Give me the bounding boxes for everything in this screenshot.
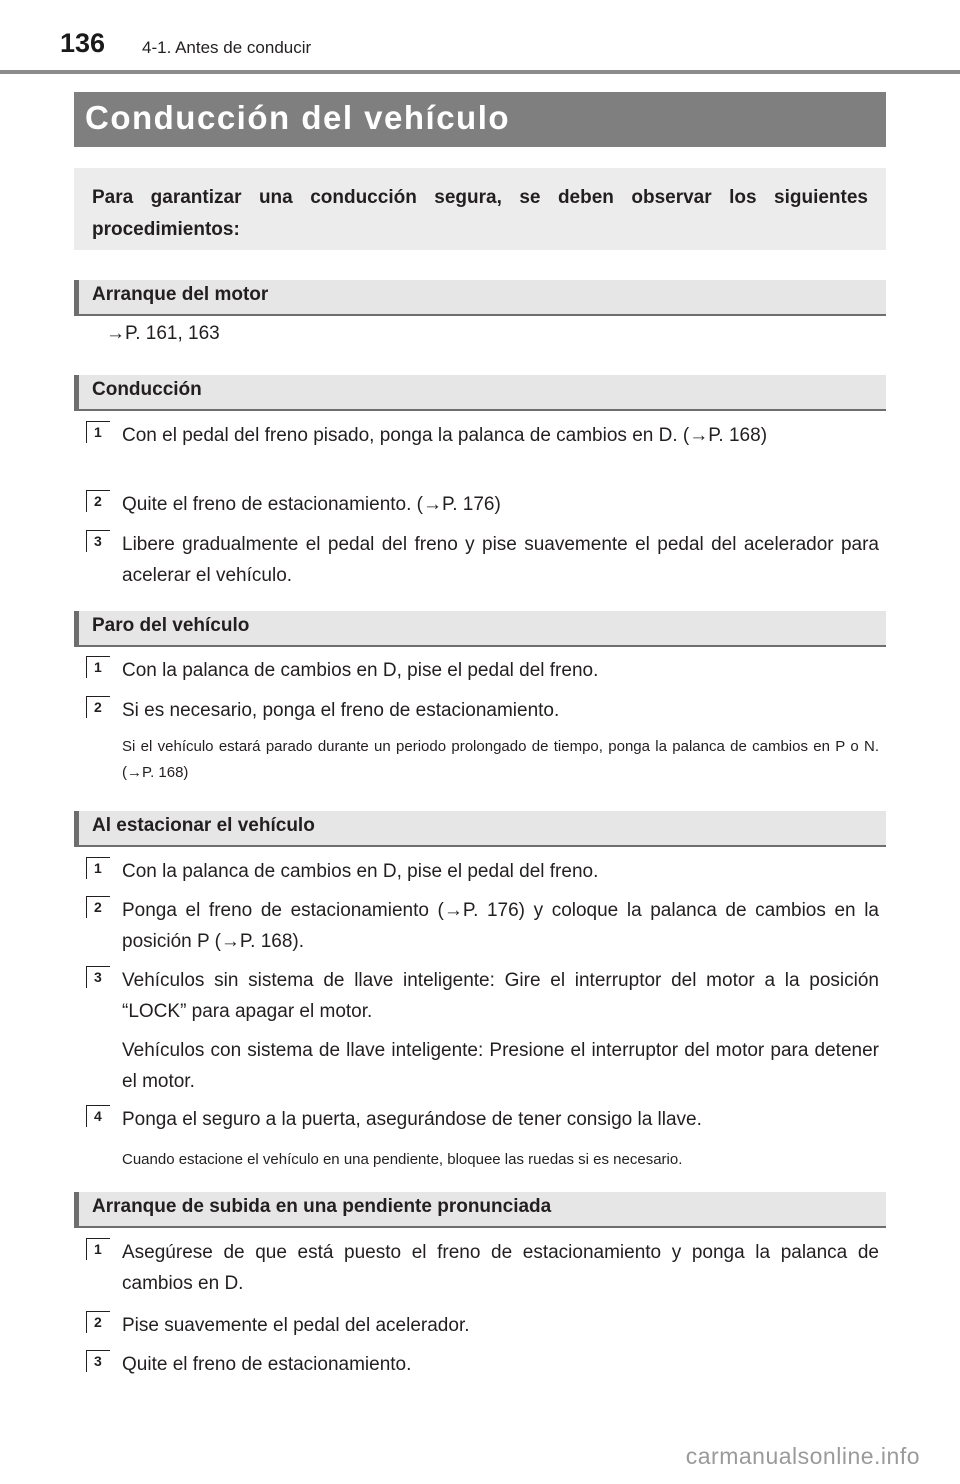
section-title: Conducción (92, 379, 202, 400)
step-number: 1 (86, 656, 110, 678)
step-text: Asegúrese de que está puesto el freno de estacionamiento y ponga la palanca de cambios en D. (122, 1242, 879, 1294)
watermark: carmanualsonline.info (685, 1443, 920, 1469)
step-number: 2 (86, 490, 110, 512)
section-title: Arranque de subida en una pendiente pronunciada (92, 1196, 552, 1217)
section-header-estacionar (74, 811, 886, 847)
note-text: Si el vehículo estará parado durante un periodo prolongado de tiempo, ponga la palanca de cambios en P o N. (→P. 168) (122, 738, 879, 781)
step-text: Quite el freno de estacionamiento. (→P. 176) (122, 494, 501, 515)
section-title: Paro del vehículo (92, 615, 250, 636)
step-text: Con la palanca de cambios en D, pise el pedal del freno. (122, 660, 599, 681)
step-number: 2 (86, 696, 110, 718)
step-text: Si es necesario, ponga el freno de estacionamiento. (122, 700, 560, 721)
page-number: 136 (60, 28, 106, 58)
page-reference: →P. 161, 163 (106, 323, 220, 344)
step-text: Ponga el freno de estacionamiento (→P. 176) y coloque la palanca de cambios en la posición P (→P. 168). (122, 900, 879, 952)
step-text: Vehículos con sistema de llave inteligente: Presione el interruptor del motor para detener el motor. (122, 1040, 879, 1092)
step-text: Con la palanca de cambios en D, pise el pedal del freno. (122, 861, 599, 882)
step-number: 3 (86, 530, 110, 552)
step-text: Quite el freno de estacionamiento. (122, 1354, 412, 1375)
step-text: Vehículos sin sistema de llave inteligente: Gire el interruptor del motor a la posición “LOCK” para apagar el motor. (122, 970, 879, 1022)
section-header-pendiente (74, 1192, 886, 1228)
section-header-arranque (74, 280, 886, 316)
step-text: Libere gradualmente el pedal del freno y pise suavemente el pedal del acelerador para acelerar el vehículo. (122, 534, 879, 586)
step-text: Con el pedal del freno pisado, ponga la palanca de cambios en D. (→P. 168) (122, 425, 768, 446)
section-header-conduccion (74, 375, 886, 411)
note-text: Cuando estacione el vehículo en una pendiente, bloquee las ruedas si es necesario. (122, 1151, 683, 1168)
section-title: Al estacionar el vehículo (92, 815, 315, 836)
section-title: Arranque del motor (92, 284, 269, 305)
intro-text: Para garantizar una conducción segura, se deben observar los siguientes procedimientos: (92, 187, 868, 240)
step-text: Pise suavemente el pedal del acelerador. (122, 1315, 470, 1336)
intro-box (74, 168, 886, 250)
step-number: 1 (86, 421, 110, 443)
step-text: Ponga el seguro a la puerta, asegurándose de tener consigo la llave. (122, 1109, 702, 1130)
section-header-paro (74, 611, 886, 647)
header-rule (0, 70, 960, 74)
page-title: Conducción del vehículo (85, 99, 511, 136)
step-number: 1 (86, 1238, 110, 1260)
chapter-heading: 4-1. Antes de conducir (142, 38, 312, 57)
step-number: 3 (86, 1350, 110, 1372)
step-number: 2 (86, 896, 110, 918)
step-number: 3 (86, 966, 110, 988)
step-number: 4 (86, 1105, 110, 1127)
step-number: 1 (86, 857, 110, 879)
step-number: 2 (86, 1311, 110, 1333)
page-title-bar (74, 92, 886, 147)
